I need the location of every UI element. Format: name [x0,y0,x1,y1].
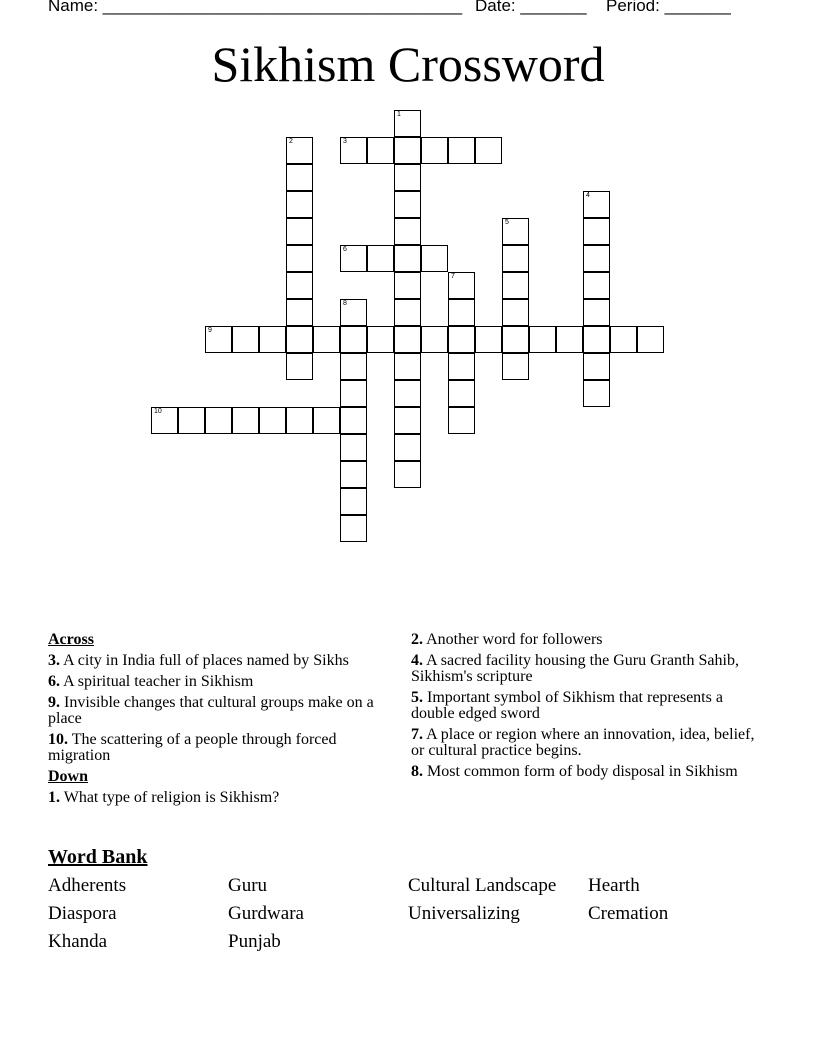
crossword-cell[interactable] [286,164,313,191]
crossword-cell[interactable] [475,137,502,164]
down-heading: Down [48,768,89,785]
crossword-cell[interactable] [367,245,394,272]
crossword-cell[interactable] [583,353,610,380]
crossword-cell[interactable] [259,326,286,353]
crossword-cell[interactable] [394,434,421,461]
crossword-cell[interactable] [286,218,313,245]
crossword-cell[interactable] [583,218,610,245]
word-bank-item: Hearth [588,875,640,896]
period-field-label[interactable]: Period: _______ [606,0,731,15]
crossword-cell[interactable] [610,326,637,353]
clues-right-column [411,632,756,785]
crossword-cell[interactable] [394,191,421,218]
crossword-cell[interactable] [394,461,421,488]
crossword-cell[interactable] [205,326,232,353]
crossword-cell[interactable] [583,380,610,407]
clue-down-8: 8. Most common form of body disposal in Sikhism [411,763,738,780]
crossword-cell[interactable] [394,110,421,137]
crossword-cell[interactable] [421,137,448,164]
clue-number: 7 [451,273,455,280]
crossword-cell[interactable] [448,380,475,407]
crossword-cell[interactable] [286,245,313,272]
crossword-cell[interactable] [394,272,421,299]
crossword-cell[interactable] [448,272,475,299]
word-bank-item: Cultural Landscape [408,875,557,896]
crossword-cell[interactable] [394,137,421,164]
crossword-cell[interactable] [583,272,610,299]
crossword-cell[interactable] [394,218,421,245]
crossword-cell[interactable] [394,326,421,353]
across-heading: Across [48,631,94,648]
crossword-cell[interactable] [286,137,313,164]
crossword-cell[interactable] [448,326,475,353]
crossword-cell[interactable] [394,245,421,272]
crossword-cell[interactable] [340,434,367,461]
crossword-cell[interactable] [394,299,421,326]
crossword-cell[interactable] [367,326,394,353]
crossword-cell[interactable] [421,245,448,272]
clue-down-7: 7. A place or region where an innovation, idea, belief, or cultural practice begins. [411,726,755,759]
crossword-cell[interactable] [340,461,367,488]
crossword-cell[interactable] [340,407,367,434]
crossword-cell[interactable] [502,245,529,272]
crossword-cell[interactable] [259,407,286,434]
crossword-cell[interactable] [286,353,313,380]
crossword-cell[interactable] [286,191,313,218]
clue-number: 3 [343,138,347,145]
crossword-cell[interactable] [583,245,610,272]
crossword-cell[interactable] [502,299,529,326]
crossword-cell[interactable] [286,407,313,434]
crossword-cell[interactable] [448,137,475,164]
clue-down-1: 1. What type of religion is Sikhism? [48,789,280,806]
crossword-cell[interactable] [313,407,340,434]
name-field-label[interactable]: Name: ______________________________________ [48,0,463,15]
crossword-cell[interactable] [313,326,340,353]
clue-down-5: 5. Important symbol of Sikhism that represents a double edged sword [411,689,723,722]
crossword-cell[interactable] [286,326,313,353]
clue-across-3: 3. A city in India full of places named by Sikhs [48,652,349,669]
clue-across-9: 9. Invisible changes that cultural groups make on a place [48,694,374,727]
crossword-cell[interactable] [583,326,610,353]
crossword-cell[interactable] [232,407,259,434]
clue-number: 9 [208,327,212,334]
crossword-cell[interactable] [448,299,475,326]
crossword-cell[interactable] [151,407,178,434]
word-bank-item: Gurdwara [228,903,304,924]
crossword-cell[interactable] [394,380,421,407]
crossword-cell[interactable] [340,245,367,272]
crossword-cell[interactable] [448,407,475,434]
clue-number: 6 [343,246,347,253]
page-title: Sikhism Crossword [211,36,605,92]
crossword-cell[interactable] [340,137,367,164]
clues-left-column [48,632,388,811]
crossword-cell[interactable] [340,380,367,407]
crossword-cell[interactable] [448,353,475,380]
crossword-cell[interactable] [340,326,367,353]
clue-number: 8 [343,300,347,307]
crossword-cell[interactable] [502,272,529,299]
clue-down-2: 2. Another word for followers [411,631,603,648]
crossword-cell[interactable] [556,326,583,353]
crossword-cell[interactable] [340,353,367,380]
word-bank-item: Cremation [588,903,669,924]
word-bank-item: Adherents [48,875,127,896]
clue-number: 2 [289,138,293,145]
word-bank-title: Word Bank [48,846,148,868]
word-bank-item: Guru [228,875,268,896]
clue-number: 1 [397,111,401,118]
crossword-cell[interactable] [340,299,367,326]
crossword-cell[interactable] [529,326,556,353]
crossword-cell[interactable] [286,272,313,299]
crossword-cell[interactable] [475,326,502,353]
crossword-cell[interactable] [502,326,529,353]
crossword-cell[interactable] [394,353,421,380]
clue-number: 4 [586,192,590,199]
crossword-cell[interactable] [583,191,610,218]
crossword-cell[interactable] [502,353,529,380]
clue-number: 10 [154,408,162,415]
date-field-label[interactable]: Date: _______ [475,0,587,15]
word-bank-item: Universalizing [408,903,520,924]
crossword-cell[interactable] [367,137,394,164]
crossword-cell[interactable] [205,407,232,434]
crossword-cell[interactable] [232,326,259,353]
word-bank-item: Diaspora [48,903,117,924]
crossword-cell[interactable] [502,218,529,245]
crossword-cell[interactable] [286,299,313,326]
crossword-cell[interactable] [178,407,205,434]
crossword-cell[interactable] [340,515,367,542]
clue-down-4: 4. A sacred facility housing the Guru Granth Sahib, Sikhism's scripture [411,652,739,685]
clue-across-10: 10. The scattering of a people through forced migration [48,731,337,764]
crossword-cell[interactable] [637,326,664,353]
clue-number: 5 [505,219,509,226]
crossword-cell[interactable] [340,488,367,515]
clue-across-6: 6. A spiritual teacher in Sikhism [48,673,254,690]
crossword-cell[interactable] [394,164,421,191]
word-bank-item: Khanda [48,931,108,952]
crossword-cell[interactable] [583,299,610,326]
word-bank-item: Punjab [228,931,281,952]
crossword-cell[interactable] [421,326,448,353]
crossword-cell[interactable] [394,407,421,434]
